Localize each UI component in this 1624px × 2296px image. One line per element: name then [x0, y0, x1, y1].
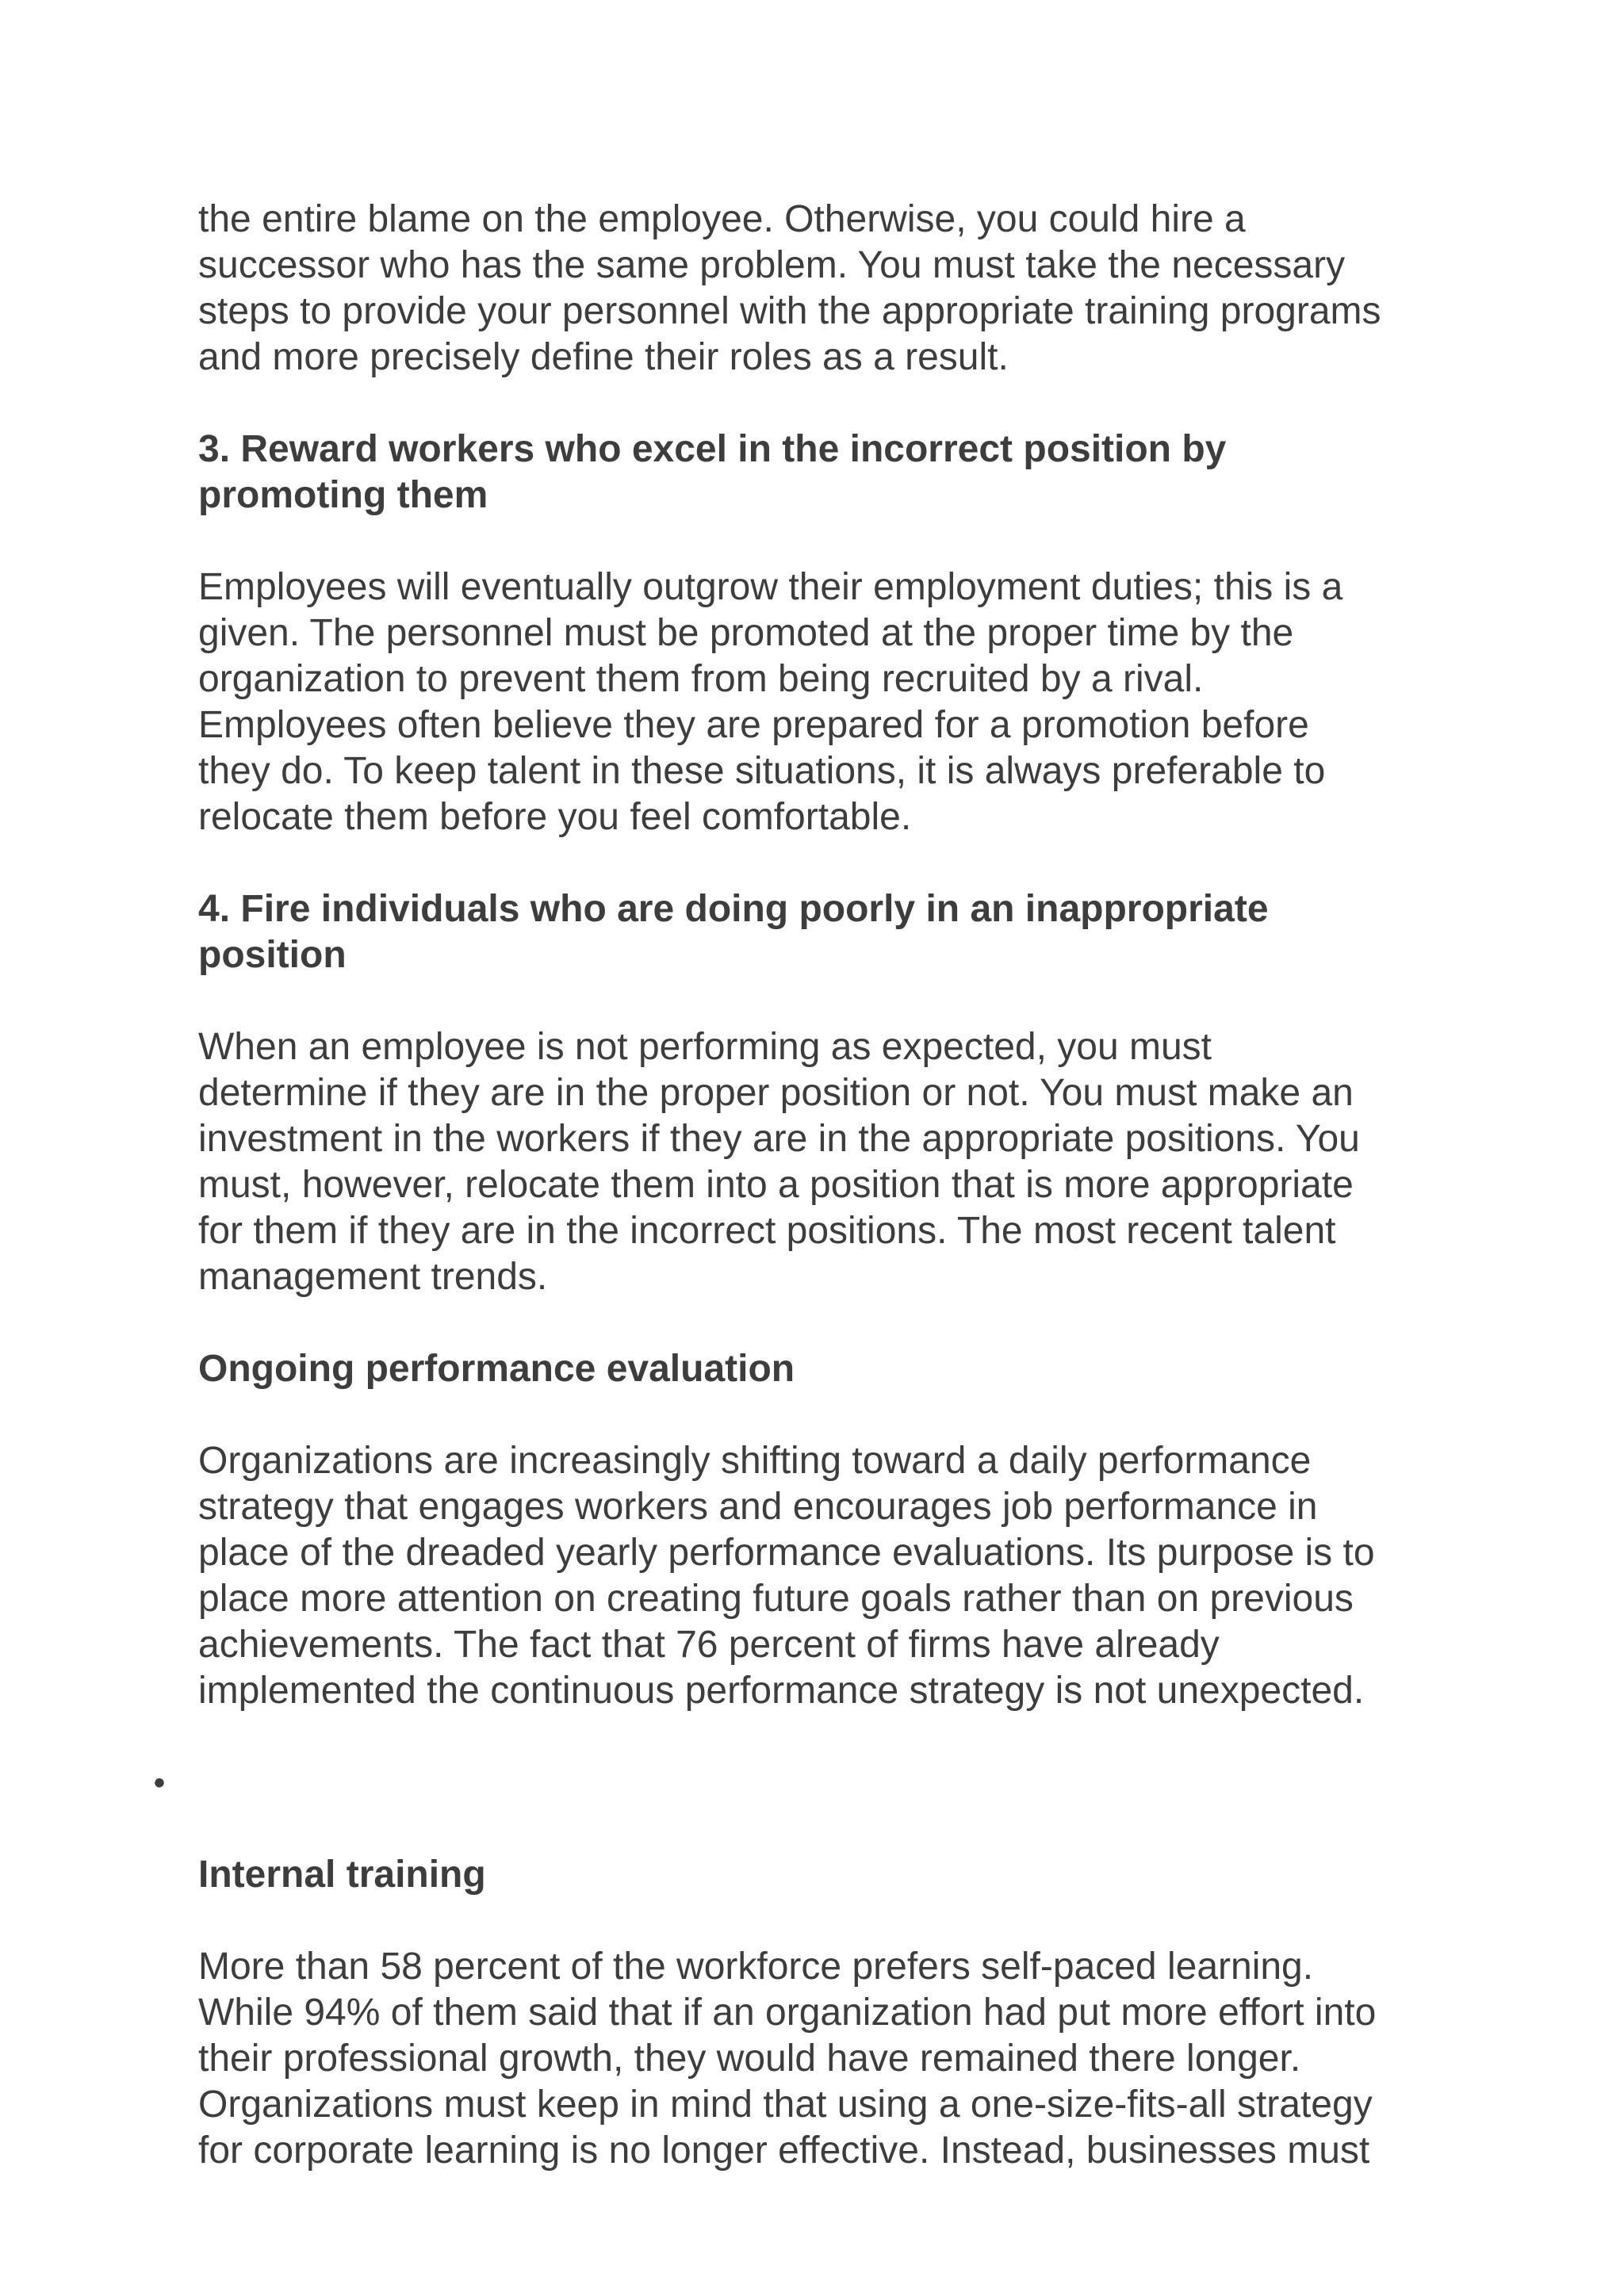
document-page — [154, 197, 1451, 2220]
bullet-icon: • — [154, 1766, 166, 1800]
bullet-heading-label: Internal training — [198, 1854, 486, 1896]
paragraph-internal-training: More than 58 percent of the workforce prefers self-paced learning. While 94% of them said that if an organization had put more effort into their professional growth, they would have remained there longer. Organizations must keep in mind that using a one-size-fits-all strategy for corporate learning is no longer effective. Instead, businesses must — [198, 1946, 1377, 2172]
heading-fire-individuals: 4. Fire individuals who are doing poorly in an inappropriate position — [198, 888, 1269, 976]
heading-ongoing-evaluation: Ongoing performance evaluation — [198, 1348, 795, 1390]
heading-reward-workers: 3. Reward workers who excel in the incorrect position by promoting them — [198, 428, 1227, 516]
bullet-heading-internal-training — [154, 1760, 1451, 1898]
paragraph-performance: When an employee is not performing as expected, you must determine if they are in the proper position or not. You must make an investment in the workers if they are in the appropriate positions. You must, however, relocate them into a position that is more appropriate for them if they are in the incorrect positions. The most recent talent management trends. — [198, 1026, 1360, 1298]
paragraph-ongoing-evaluation: Organizations are increasingly shifting toward a daily performance strategy that engages workers and encourages job performance in place of the dreaded yearly performance evaluations. Its purpose is to place more attention on creating future goals rather than on previous achievements. The fact that 76 percent of firms have already implemented the continuous performance strategy is not unexpected. — [198, 1440, 1375, 1712]
paragraph-continuation: the entire blame on the employee. Otherwise, you could hire a successor who has the same problem. You must take the necessary steps to provide your personnel with the appropriate training programs and more precisely define their roles as a result. — [198, 198, 1381, 378]
paragraph-promotion: Employees will eventually outgrow their employment duties; this is a given. The personnel must be promoted at the proper time by the organization to prevent them from being recruited by a rival. Employees often believe they are prepared for a promotion before they do. To keep talent in these situations, it is always preferable to relocate them before you feel comfortable. — [198, 566, 1343, 838]
